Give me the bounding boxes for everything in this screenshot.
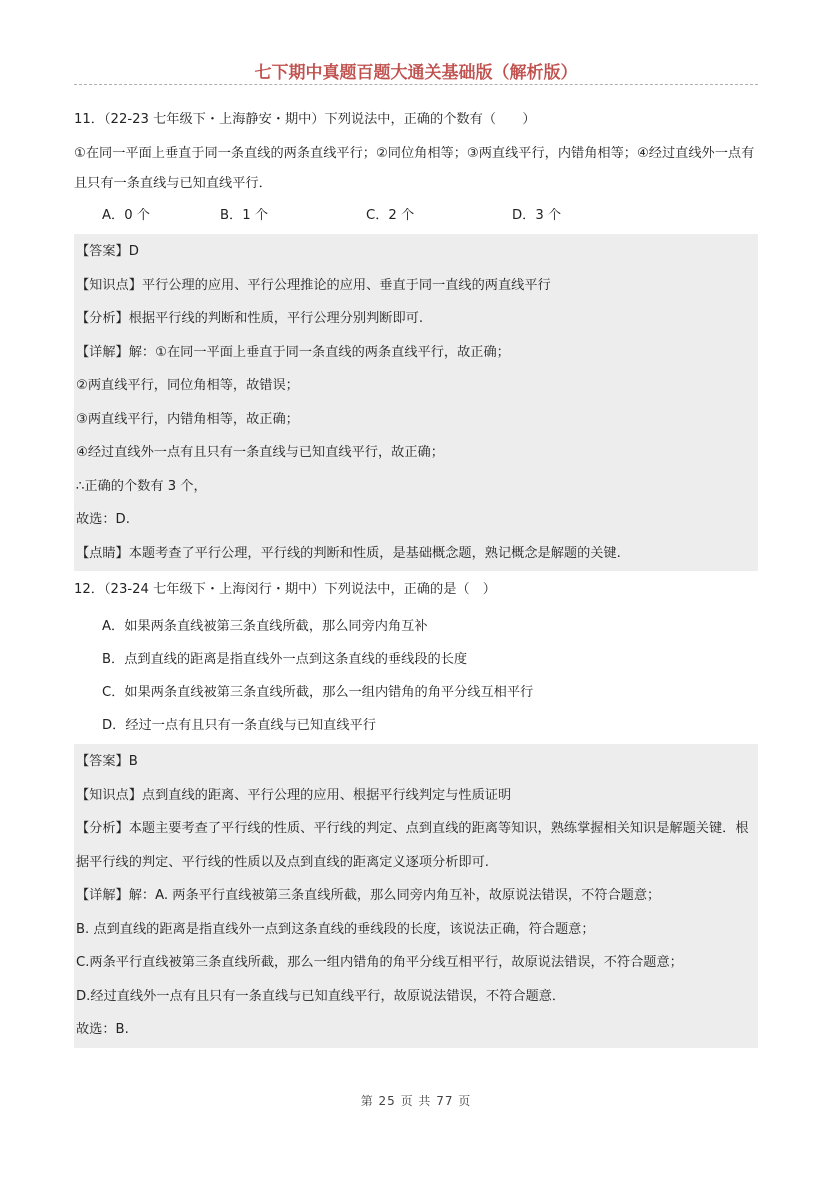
header-divider xyxy=(74,84,758,85)
comment-line: 【点睛】本题考查了平行公理，平行线的判断和性质，是基础概念题，熟记概念是解题的关键. xyxy=(76,545,621,561)
detail-line: ③两直线平行，内错角相等，故正确； xyxy=(76,411,299,427)
option-a: A．如果两条直线被第三条直线所截，那么同旁内角互补 xyxy=(102,619,428,634)
analysis-line: 【分析】根据平行线的判断和性质，平行公理分别判断即可. xyxy=(76,311,424,326)
solution-box xyxy=(74,234,758,571)
option-b: B．点到直线的距离是指直线外一点到这条直线的垂线段的长度 xyxy=(102,652,468,667)
detail-line: 【详解】解：①在同一平面上垂直于同一条直线的两条直线平行，故正确； xyxy=(76,344,510,360)
detail-line: B. 点到直线的距离是指直线外一点到这条直线的垂线段的长度，该说法正确，符合题意； xyxy=(76,921,595,937)
answer-line: 【答案】B xyxy=(76,754,138,769)
question-stem: 12．（23-24 七年级下・上海闵行・期中）下列说法中，正确的是（ ） xyxy=(74,582,496,597)
analysis-line: 【分析】本题主要考查了平行线的性质、平行线的判定、点到直线的距离等知识，熟练掌握相关知识是解题关键．根据平行线的判定、平行线的性质以及点到直线的距离定义逐项分析即可. xyxy=(76,821,749,870)
option-d: D．经过一点有且只有一条直线与已知直线平行 xyxy=(102,718,376,733)
detail-line: 【详解】解：A. 两条平行直线被第三条直线所截，那么同旁内角互补，故原说法错误，不符合题意； xyxy=(76,888,661,903)
knowledge-line: 【知识点】平行公理的应用、平行公理推论的应用、垂直于同一直线的两直线平行 xyxy=(76,277,551,293)
options-row xyxy=(74,199,758,232)
question-11 xyxy=(74,103,758,571)
option-c: C．2 个 xyxy=(366,208,415,223)
question-12 xyxy=(74,573,758,1048)
option-d: D．3 个 xyxy=(512,208,562,223)
question-stem: 11．（22-23 七年级下・上海静安・期中）下列说法中，正确的个数有（ ） xyxy=(74,112,536,127)
detail-line: ②两直线平行，同位角相等，故错误； xyxy=(76,378,299,393)
knowledge-line: 【知识点】点到直线的距离、平行公理的应用、根据平行线判定与性质证明 xyxy=(76,787,512,803)
solution-box xyxy=(74,744,758,1048)
detail-line: D.经过直线外一点有且只有一条直线与已知直线平行，故原说法错误，不符合题意． xyxy=(76,988,566,1004)
option-b: B．1 个 xyxy=(220,208,269,223)
detail-line: ④经过直线外一点有且只有一条直线与已知直线平行，故正确； xyxy=(76,445,444,460)
document-title: 七下期中真题百题大通关基础版（解析版） xyxy=(254,63,578,83)
question-body: ①在同一平面上垂直于同一条直线的两条直线平行；②同位角相等；③两直线平行，内错角相等；④经过直线外一点有且只有一条直线与已知直线平行． xyxy=(74,146,755,191)
detail-line: C.两条平行直线被第三条直线所截，那么一组内错角的角平分线互相平行，故原说法错误，不符合题意； xyxy=(76,955,683,970)
page-number: 第 25 页 共 77 页 xyxy=(360,1094,472,1108)
detail-line: 故选：B. xyxy=(76,1022,129,1037)
detail-line: ∴正确的个数有 3 个， xyxy=(76,478,207,494)
answer-line: 【答案】D xyxy=(76,244,139,259)
detail-line: 故选：D. xyxy=(76,512,130,527)
page-content xyxy=(74,103,758,1048)
option-a: A．0 个 xyxy=(102,208,150,223)
option-c: C．如果两条直线被第三条直线所截，那么一组内错角的角平分线互相平行 xyxy=(102,685,534,700)
